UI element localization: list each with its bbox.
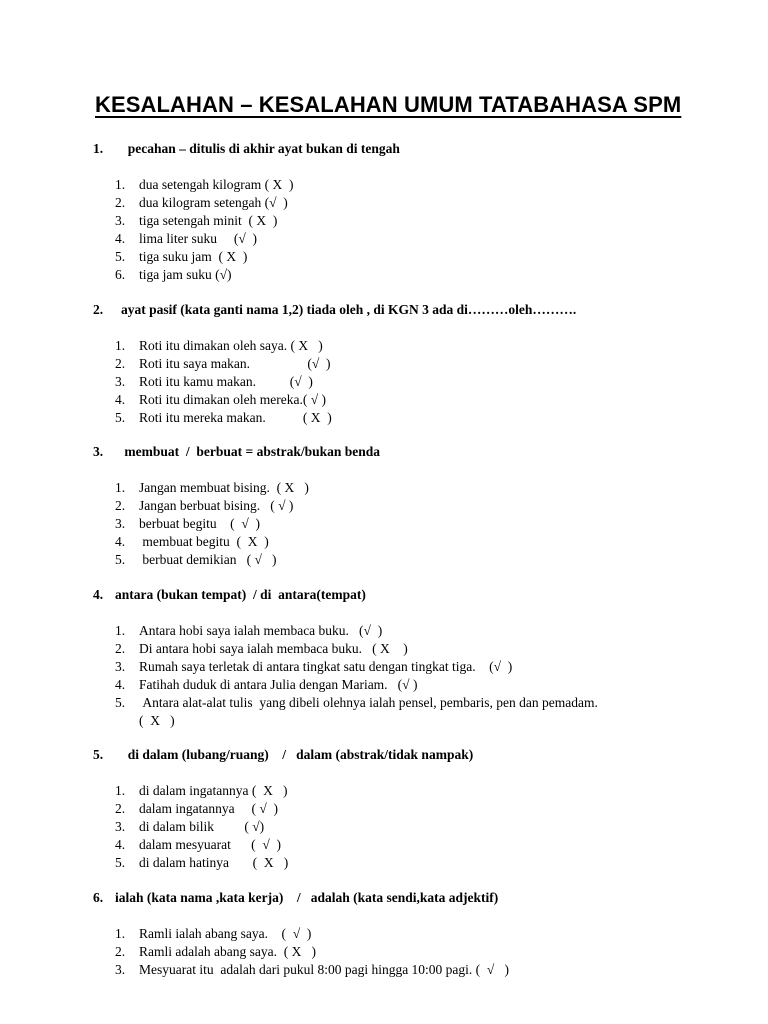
item-text: di dalam hatinya ( X ) [139, 855, 289, 870]
section-number: 4. [93, 587, 104, 602]
item-number: 3. [115, 819, 126, 834]
item-number: 5. [115, 855, 126, 870]
list-item [93, 533, 713, 551]
list-item [93, 943, 713, 961]
item-number: 4. [115, 837, 126, 852]
section-heading [93, 443, 713, 461]
item-text: Jangan membuat bising. ( X ) [139, 480, 309, 495]
list-item [93, 248, 713, 266]
item-text: tiga suku jam ( X ) [139, 249, 248, 264]
list-item [93, 836, 713, 854]
item-number: 2. [115, 641, 126, 656]
item-number: 3. [115, 962, 126, 977]
item-number: 4. [115, 392, 126, 407]
list-item [93, 337, 713, 355]
item-text: Antara hobi saya ialah membaca buku. (√ ) [139, 623, 383, 638]
section-4 [93, 586, 713, 730]
item-list [93, 479, 713, 569]
item-text: tiga setengah minit ( X ) [139, 213, 278, 228]
list-item [93, 230, 713, 248]
item-text: dua kilogram setengah (√ ) [139, 195, 288, 210]
item-number: 2. [115, 498, 126, 513]
section-heading [93, 889, 713, 907]
item-text: Roti itu dimakan oleh mereka.( √ ) [139, 392, 326, 407]
item-text: dua setengah kilogram ( X ) [139, 177, 294, 192]
list-item [93, 391, 713, 409]
item-number: 5. [115, 410, 126, 425]
item-number: 5. [115, 552, 126, 567]
list-item [93, 551, 713, 569]
item-text: Rumah saya terletak di antara tingkat satu dengan tingkat tiga. (√ ) [139, 659, 513, 674]
list-item [93, 925, 713, 943]
section-heading-text: di dalam (lubang/ruang) / dalam (abstrak/tidak nampak) [121, 747, 474, 762]
item-number: 1. [115, 480, 126, 495]
item-number: 1. [115, 177, 126, 192]
list-item [93, 782, 713, 800]
section-heading-text: ialah (kata nama ,kata kerja) / adalah (kata sendi,kata adjektif) [115, 890, 499, 905]
item-text: Antara alat-alat tulis yang dibeli olehnya ialah pensel, pembaris, pen dan pemadam. ( X ) [139, 695, 605, 728]
list-item [93, 800, 713, 818]
item-text: Fatihah duduk di antara Julia dengan Mariam. (√ ) [139, 677, 418, 692]
item-text: Roti itu saya makan. (√ ) [139, 356, 331, 371]
section-number: 1. [93, 141, 104, 156]
list-item [93, 409, 713, 427]
section-number: 3. [93, 444, 104, 459]
item-number: 3. [115, 213, 126, 228]
list-item [93, 355, 713, 373]
list-item [93, 676, 713, 694]
item-text: di dalam ingatannya ( X ) [139, 783, 288, 798]
list-item [93, 854, 713, 872]
item-number: 6. [115, 267, 126, 282]
item-text: dalam ingatannya ( √ ) [139, 801, 278, 816]
list-item [93, 194, 713, 212]
item-text: berbuat demikian ( √ ) [139, 552, 277, 567]
section-2 [93, 301, 713, 427]
item-list [93, 925, 713, 979]
list-item [93, 961, 713, 979]
section-heading-text: pecahan – ditulis di akhir ayat bukan di tengah [121, 141, 400, 156]
list-item [93, 497, 713, 515]
section-heading [93, 140, 713, 158]
section-number: 6. [93, 890, 104, 905]
section-heading-text: membuat / berbuat = abstrak/bukan benda [121, 444, 380, 459]
item-list [93, 176, 713, 284]
item-text: Roti itu kamu makan. (√ ) [139, 374, 313, 389]
list-item [93, 515, 713, 533]
item-text: Di antara hobi saya ialah membaca buku. ( X ) [139, 641, 408, 656]
item-text: Ramli ialah abang saya. ( √ ) [139, 926, 312, 941]
item-number: 3. [115, 516, 126, 531]
list-item [93, 818, 713, 836]
item-text: berbuat begitu ( √ ) [139, 516, 260, 531]
item-text: Roti itu mereka makan. ( X ) [139, 410, 332, 425]
item-number: 3. [115, 374, 126, 389]
item-number: 2. [115, 944, 126, 959]
item-number: 5. [115, 249, 126, 264]
item-number: 2. [115, 356, 126, 371]
list-item [93, 212, 713, 230]
item-list [93, 337, 713, 427]
list-item [93, 373, 713, 391]
item-number: 2. [115, 801, 126, 816]
item-list [93, 622, 713, 730]
item-text: lima liter suku (√ ) [139, 231, 258, 246]
item-text: Mesyuarat itu adalah dari pukul 8:00 pagi hingga 10:00 pagi. ( √ ) [139, 962, 509, 977]
section-5 [93, 746, 713, 872]
item-number: 1. [115, 623, 126, 638]
section-1 [93, 140, 713, 284]
section-3 [93, 443, 713, 569]
item-number: 2. [115, 195, 126, 210]
section-6 [93, 889, 713, 979]
item-text: di dalam bilik ( √) [139, 819, 265, 834]
list-item [93, 658, 713, 676]
item-number: 3. [115, 659, 126, 674]
item-text: tiga jam suku (√) [139, 267, 232, 282]
item-number: 4. [115, 534, 126, 549]
item-number: 5. [115, 695, 126, 710]
list-item [93, 694, 713, 730]
document-title: KESALAHAN – KESALAHAN UMUM TATABAHASA SPM [95, 92, 682, 117]
item-number: 1. [115, 926, 126, 941]
section-number: 2. [93, 302, 104, 317]
section-heading-text: ayat pasif (kata ganti nama 1,2) tiada oleh , di KGN 3 ada di………oleh………. [121, 302, 577, 317]
list-item [93, 622, 713, 640]
item-text: membuat begitu ( X ) [139, 534, 269, 549]
item-number: 1. [115, 338, 126, 353]
section-heading [93, 746, 713, 764]
section-heading [93, 586, 713, 604]
list-item [93, 176, 713, 194]
section-number: 5. [93, 747, 104, 762]
section-heading-text: antara (bukan tempat) / di antara(tempat) [115, 587, 366, 602]
section-heading [93, 301, 713, 319]
item-text: Roti itu dimakan oleh saya. ( X ) [139, 338, 323, 353]
item-text: Ramli adalah abang saya. ( X ) [139, 944, 316, 959]
item-text: dalam mesyuarat ( √ ) [139, 837, 281, 852]
list-item [93, 479, 713, 497]
item-number: 4. [115, 231, 126, 246]
item-number: 4. [115, 677, 126, 692]
item-text: Jangan berbuat bising. ( √ ) [139, 498, 294, 513]
item-number: 1. [115, 783, 126, 798]
item-list [93, 782, 713, 872]
list-item [93, 266, 713, 284]
list-item [93, 640, 713, 658]
